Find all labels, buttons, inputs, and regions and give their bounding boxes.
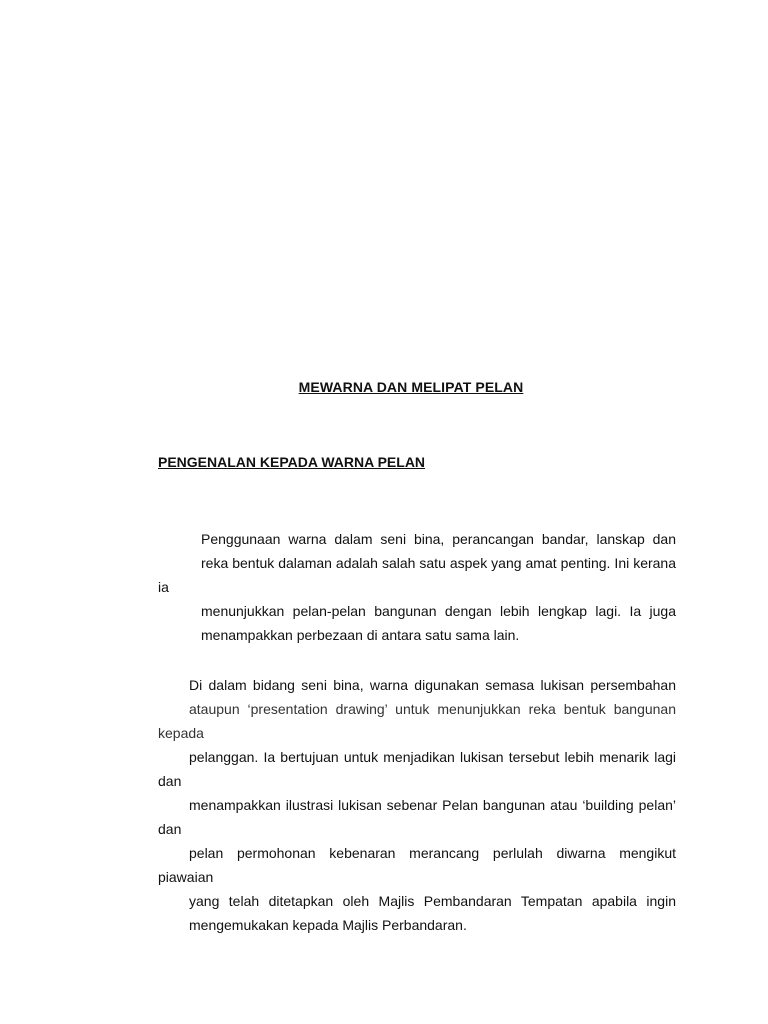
paragraph-line: reka bentuk dalaman adalah salah satu aspek yang amat penting. Ini kerana ia — [158, 555, 676, 595]
paragraph-line: menampakkan perbezaan di antara satu sama lain. — [201, 627, 520, 643]
paragraph-line: pelanggan. Ia bertujuan untuk menjadikan lukisan tersebut lebih menarik lagi dan — [158, 749, 676, 789]
paragraph-line: mengemukakan kepada Majlis Perbandaran. — [189, 917, 467, 933]
paragraph-line: pelan permohonan kebenaran merancang perlulah diwarna mengikut piawaian — [158, 845, 676, 885]
paragraph-line: yang telah ditetapkan oleh Majlis Pembandaran Tempatan apabila ingin — [189, 893, 676, 909]
paragraph-line: menunjukkan pelan-pelan bangunan dengan lebih lengkap lagi. Ia juga — [201, 603, 676, 619]
paragraph-line: ataupun ‘presentation drawing’ untuk menunjukkan reka bentuk bangunan kepada — [158, 701, 676, 741]
paragraph-architecture-colour-use — [158, 673, 676, 937]
paragraph-line: Penggunaan warna dalam seni bina, perancangan bandar, lanskap dan — [201, 531, 676, 547]
section-heading: PENGENALAN KEPADA WARNA PELAN — [158, 454, 426, 470]
paragraph-line: Di dalam bidang seni bina, warna digunakan semasa lukisan persembahan — [189, 677, 676, 693]
paragraph-line: menampakkan ilustrasi lukisan sebenar Pelan bangunan atau ‘building pelan’ dan — [158, 797, 676, 837]
document-title: MEWARNA DAN MELIPAT PELAN — [298, 379, 524, 395]
paragraph-introduction — [158, 527, 676, 647]
